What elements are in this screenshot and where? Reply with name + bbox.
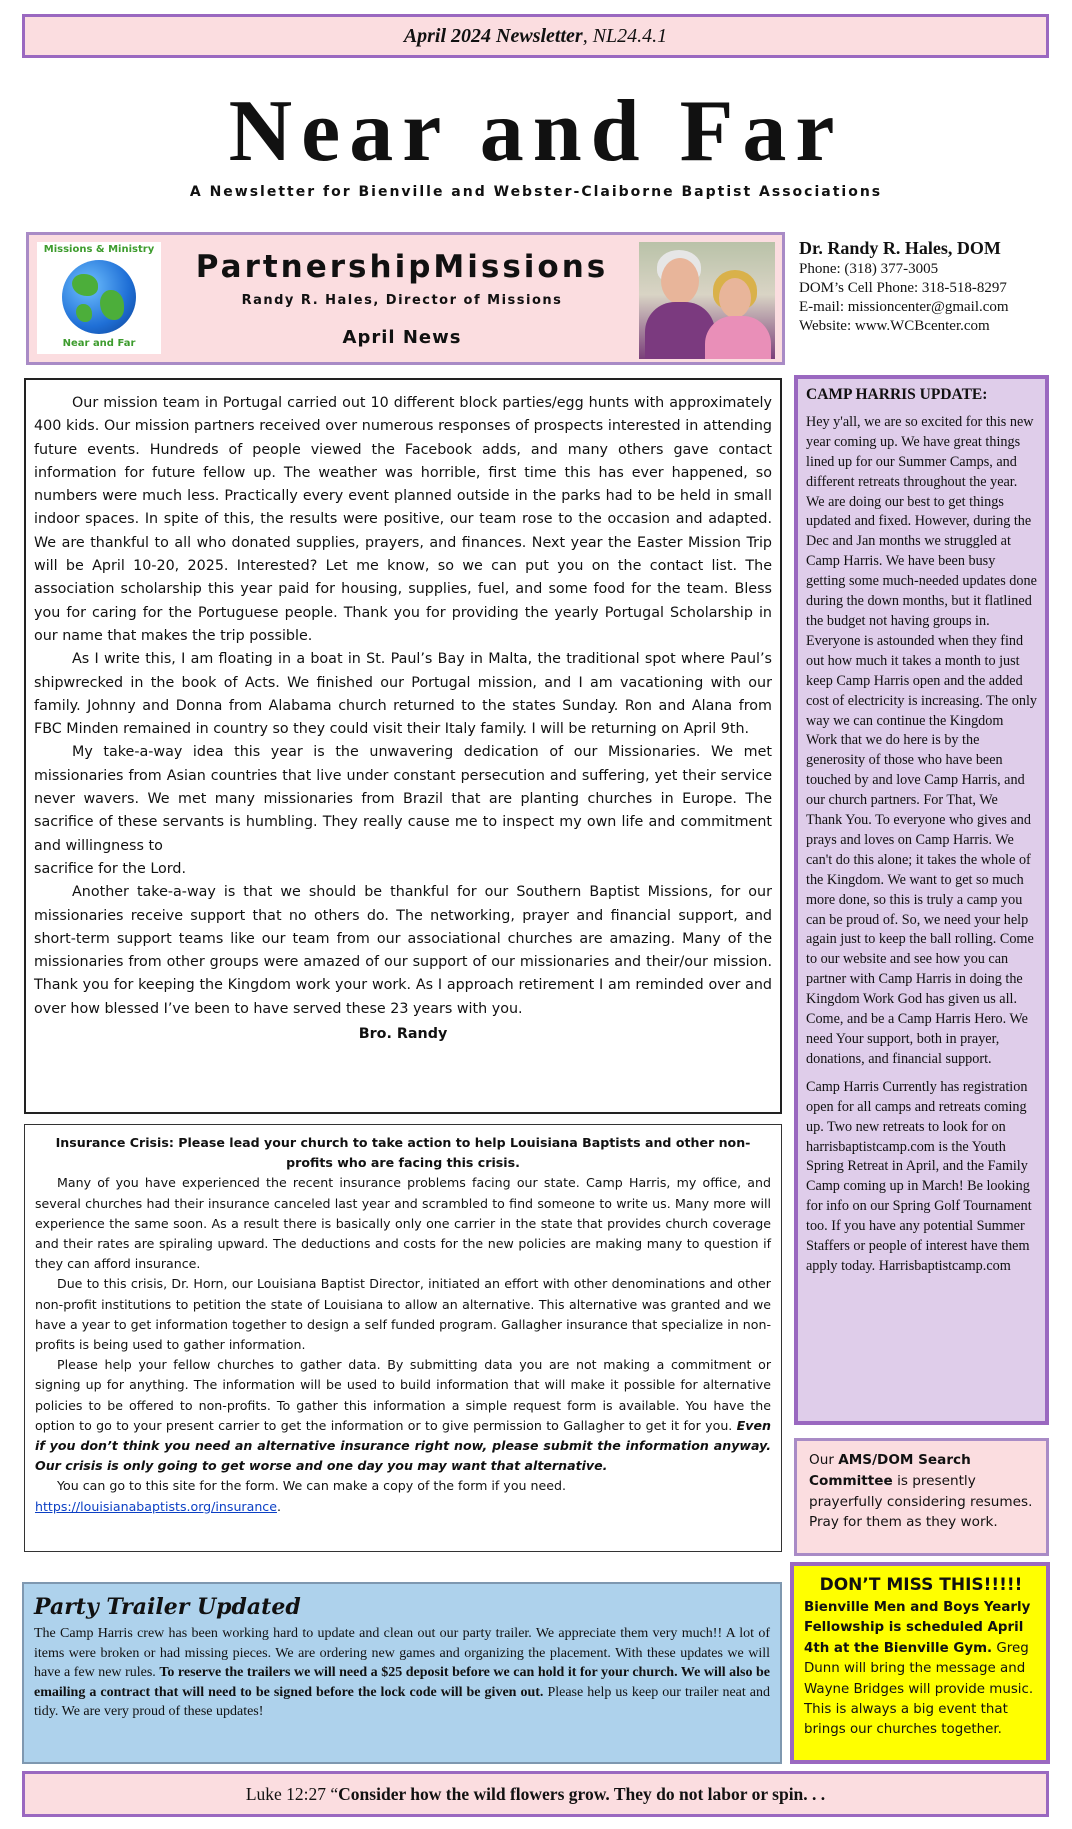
ams-lead: Our	[809, 1452, 839, 1468]
contact-info	[799, 236, 1059, 336]
insurance-link[interactable]: https://louisianabaptists.org/insurance	[35, 1498, 277, 1514]
insurance-paragraph: Many of you have experienced the recent insurance problems facing our state. Camp Harris, my office, and several churches had their insurance canceled last year and scrambled to find someone to write us. Many more will experience the same soon. As a result there is basically only one carrier in the state that provides church coverage and their rates are spiraling upward. The deductions and costs for the new policies are making many to question if they can afford insurance.	[35, 1175, 771, 1272]
article-paragraph: sacrifice for the Lord.	[34, 860, 187, 877]
ams-committee: AMS/DOM Search Committee	[809, 1452, 971, 1489]
article-signature: Bro. Randy	[358, 1026, 448, 1043]
fellowship-details: Greg Dunn will bring the message and Wayne Bridges will provide music. This is always a big event that brings our churches together.	[804, 1640, 1034, 1738]
main-article	[24, 378, 782, 1114]
issue-code: , NL24.4.1	[582, 25, 668, 47]
footer-verse	[22, 1771, 1049, 1817]
camp-harris-paragraph: Camp Harris Currently has registration open for all camps and retreats coming up. Two new retreats to look for on harrisbaptistcamp.com is the Youth Spring Retreat in April, and the Family Camp coming up in March! Be looking for info on our Spring Golf Tournament too. If you have any potential Summer Staffers or people of interest have them apply today. Harrisbaptistcamp.com	[806, 1078, 1032, 1274]
director-line: Randy R. Hales, Director of Missions	[241, 293, 563, 308]
verse-ref: Luke 12:27 “	[245, 1784, 339, 1804]
logo-text-top: Missions & Ministry	[43, 244, 155, 255]
link-period: .	[276, 1498, 281, 1514]
camp-harris-box	[794, 375, 1049, 1425]
party-trailer-box	[22, 1582, 782, 1764]
article-paragraph: Another take-a-way is that we should be thankful for our Southern Baptist Missions, for our missionaries receive support that no others do. The networking, prayer and financial support, and short-term support teams like our team from our associational churches are amazing. Many of the missionaries from other groups were amazed of our support of our missionaries and their/our mission. Thank you for keeping the Kingdom work your work. As I approach retirement I am reminded over and over how blessed I’ve been to have served these 23 years with you.	[34, 884, 772, 1017]
partnership-banner	[26, 232, 785, 365]
insurance-paragraph-text: Please help your fellow churches to gather data. By submitting data you are not making a commitment or signing up for anything. The information will be used to build information that will make it possible for alternative policies to be offered to non-profits. To gather this information a simple request form is available. You have the option to go to your present carrier to get the information or to give permission to Gallagher to get it for you.	[35, 1357, 771, 1433]
party-closing: Please help us keep our trailer neat and tidy. We are very proud of these updates!	[34, 1684, 771, 1720]
dont-miss-box	[790, 1562, 1050, 1764]
issue-bar	[22, 14, 1049, 58]
dont-miss-title: DON’T MISS THIS!!!!!	[819, 1575, 1023, 1595]
ams-search-box	[794, 1438, 1049, 1556]
globe-icon	[62, 260, 136, 334]
ams-rest: is presently prayerfully considering resumes. Pray for them as they work.	[809, 1472, 1033, 1531]
camp-harris-paragraph: Hey y'all, we are so excited for this new year coming up. We have great things lined up for our Summer Camps, and different retreats throughout the year. We are doing our best to get things updated and fixed. However, during the Dec and Jan months we struggled at Camp Harris. We have been busy getting some much-needed updates done during the down months, but it flatlined the budget not having groups in. Everyone is astounded when they find out how much it takes a month to just keep Camp Harris open and the added cost of electricity is increasing. The only way we can continue the Kingdom Work that we do here is by the generosity of those who have been touched by and love Camp Harris, and our church partners. For That, We Thank You. To everyone who gives and prays and loves on Camp Harris. We can't do this alone; it takes the whole of the Kingdom. We want to get so much more done, so this is truly a camp you can be proud of. So, we need your help again just to keep the ball rolling. Come to our website and see how you can partner with Camp Harris in doing the Kingdom Work God has given us all. Come, and be a Camp Harris Hero. We need Your support, both in prayer, donations, and financial support.	[806, 413, 1038, 1067]
party-rules: To reserve the trailers we will need a $25 deposit before we can hold it for your church. We will also be emailing a contract that will need to be signed before the lock code will be given out.	[34, 1665, 771, 1700]
masthead-title: Near and Far	[228, 83, 844, 180]
party-text: The Camp Harris crew has been working hard to update and clean out our party trailer. We appreciate them very much!! A lot of items were broken or had missing pieces. We are ordering new games and organizing the placement. With these updates we will have a few new rules.	[34, 1626, 770, 1681]
contact-website: Website: www.WCBcenter.com	[799, 318, 990, 334]
contact-cell: DOM’s Cell Phone: 318-518-8297	[799, 280, 1007, 296]
article-paragraph: My take-a-way idea this year is the unwavering dedication of our Missionaries. We met missionaries from Asian countries that live under constant persecution and suffering, yet their service never wavers. We met many missionaries from Brazil that are planting churches in Europe. The sacrifice of these servants is humbling. They really cause me to inspect my own life and commitment and willingness to	[34, 744, 772, 854]
partnership-title: PartnershipMissions	[195, 249, 609, 285]
logo-text-bottom: Near and Far	[62, 338, 136, 349]
contact-phone: Phone: (318) 377-3005	[799, 261, 939, 277]
article-paragraph: As I write this, I am floating in a boat in St. Paul’s Bay in Malta, the traditional spot where Paul’s shipwrecked in the book of Acts. We finished our Portugal mission, and I am vacationing with our family. Johnny and Donna from Alabama church returned to the states Sunday. Ron and Alana from FBC Minden remained in country so they could visit their Italy family. I will be returning on April 9th.	[34, 651, 772, 738]
insurance-article	[24, 1124, 782, 1552]
missions-logo	[37, 242, 161, 354]
article-paragraph: Our mission team in Portugal carried out 10 different block parties/egg hunts with approximately 400 kids. Our mission partners received over numerous responses of prospects interested in attending future events. Hundreds of people viewed the Facebook adds, and many others gave contact information for future fellow up. The weather was horrible, first time this has ever happened, so numbers were much less. Practically every event planned outside in the parks had to be held in small indoor spaces. In spite of this, the results were positive, our team rose to the occasion and adapted. We are thankful to all who donated supplies, prayers, and finances. Next year the Easter Mission Trip will be April 10-20, 2025. Interested? Let me know, so we can put you on the contact list. The association scholarship this year paid for housing, supplies, fuel, and some food for the team. Bless you for caring for the Portuguese people. Thank you for providing the yearly Portugal Scholarship in our name that makes the trip possible.	[34, 395, 772, 644]
insurance-emphasis: Even if you don’t think you need an alternative insurance right now, please submit the information anyway. Our crisis is only going to get worse and one day you may want that alternative.	[35, 1417, 771, 1474]
party-trailer-text	[34, 1624, 770, 1722]
issue-label: April 2024 Newsletter	[403, 25, 583, 47]
month-heading: April News	[342, 327, 462, 348]
insurance-link-line	[35, 1497, 771, 1517]
insurance-paragraph: You can go to this site for the form. We can make a copy of the form if you need.	[57, 1478, 566, 1494]
insurance-heading: Insurance Crisis: Please lead your church to take action to help Louisiana Baptists and other non-profits who are facing this crisis.	[55, 1135, 751, 1171]
fellowship-announcement: Bienville Men and Boys Yearly Fellowship is scheduled April 4th at the Bienville Gym.	[804, 1600, 1031, 1656]
contact-email: E-mail: missioncenter@gmail.com	[799, 299, 1009, 315]
insurance-paragraph: Due to this crisis, Dr. Horn, our Louisiana Baptist Director, initiated an effort with other denominations and other non-profit institutions to petition the state of Louisiana to allow an alternative. This alternative was granted and we have a year to get information together to design a self funded program. Gallagher insurance that specialize in non-profits is being used to gather information.	[35, 1276, 771, 1353]
masthead-subtitle: A Newsletter for Bienville and Webster-Claiborne Baptist Associations	[189, 184, 883, 200]
camp-harris-title: CAMP HARRIS UPDATE:	[806, 386, 988, 403]
party-trailer-title: Party Trailer Updated	[34, 1594, 301, 1620]
dont-miss-text	[804, 1598, 1038, 1741]
verse-quote: Consider how the wild flowers grow. They do not labor or spin. . .	[338, 1784, 826, 1804]
couple-photo	[639, 242, 775, 359]
contact-name: Dr. Randy R. Hales, DOM	[799, 238, 1001, 258]
insurance-paragraph	[35, 1355, 771, 1476]
